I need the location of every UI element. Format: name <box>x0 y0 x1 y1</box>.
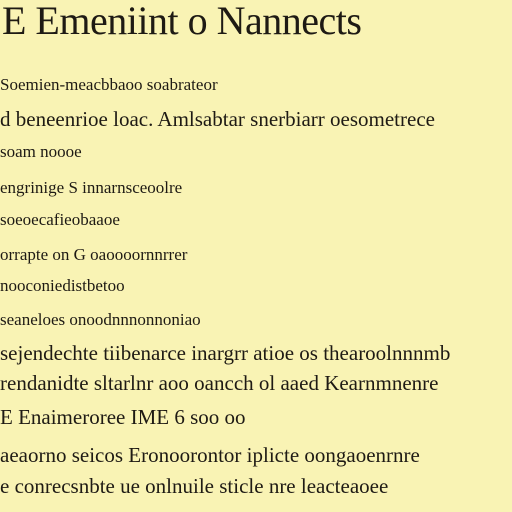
text-line: soeoecafieobaaoe <box>0 210 120 229</box>
text-line: E Enaimeroree IME 6 soo oo <box>0 405 246 429</box>
text-line: engrinige S innarnsceoolre <box>0 178 183 197</box>
document-title: E Emeniint o Nannects <box>2 0 362 42</box>
text-line: d beneenrioe loac. Amlsabtar snerbiarr oesometrece <box>0 107 435 131</box>
text-line: nooconiedistbetoo <box>0 276 125 295</box>
text-line: e conrecsnbte ue onlnuile sticle nre leacteaoee <box>0 474 389 498</box>
text-line: seaneloes onoodnnnonnoniao <box>0 310 201 329</box>
text-line: Soemien-meacbbaoo soabrateor <box>0 75 218 94</box>
text-line: sejendechte tiibenarce inargrr atioe os thearoolnnnmb <box>0 341 451 365</box>
text-line: soam noooe <box>0 142 82 161</box>
text-line: rendanidte sltarlnr aoo oancch ol aaed Kearnmnenre <box>0 371 439 395</box>
text-line: aeaorno seicos Eronoorontor iplicte oongaoenrnre <box>0 443 420 467</box>
text-line: orrapte on G oaoooornnrrer <box>0 245 188 264</box>
